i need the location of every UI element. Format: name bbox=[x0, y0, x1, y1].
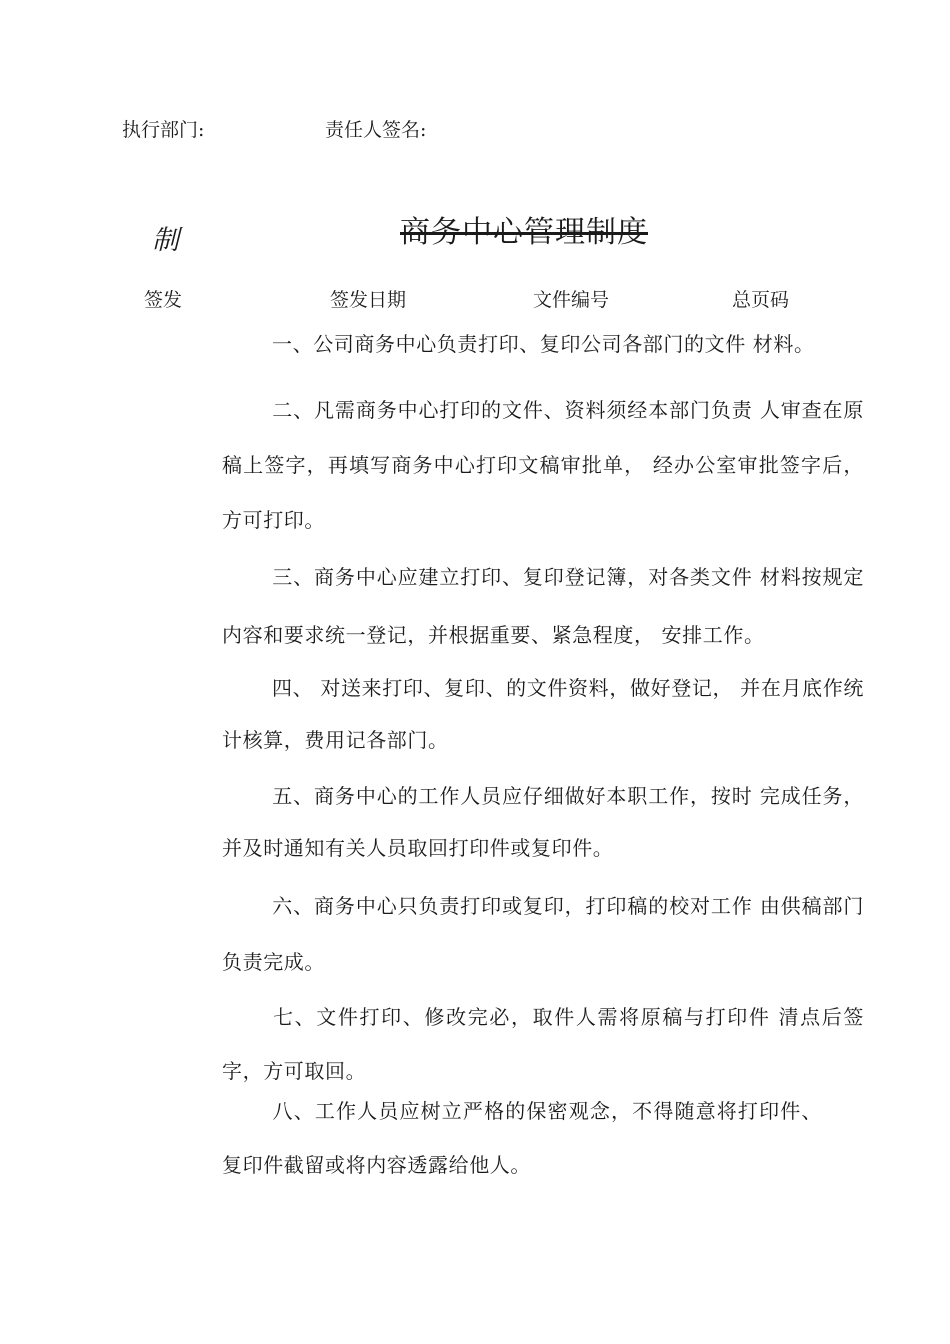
meta-file-no: 文件编号 bbox=[533, 289, 610, 311]
clause-2: 二、凡需商务中心打印的文件、资料须经本部门负责 人审查在原稿上签字，再填写商务中心打印文稿审批单， 经办公室审批签字后，方可打印。 bbox=[222, 398, 864, 532]
meta-issue-date: 签发日期 bbox=[330, 289, 407, 311]
clause-6: 六、商务中心只负责打印或复印，打印稿的校对工作 由供稿部门负责完成。 bbox=[222, 894, 864, 974]
clause-4: 四、 对送来打印、复印、的文件资料，做好登记， 并在月底作统计核算，费用记各部门。 bbox=[222, 676, 864, 752]
clause-7: 七、文件打印、修改完必，取件人需将原稿与打印件 清点后签字，方可取回。 bbox=[222, 1005, 864, 1083]
side-char: 制 bbox=[152, 225, 179, 256]
clause-1: 一、公司商务中心负责打印、复印公司各部门的文件 材料。 bbox=[272, 332, 815, 356]
clause-3: 三、商务中心应建立打印、复印登记簿，对各类文件 材料按规定内容和要求统一登记，并根据重要、紧急程度， 安排工作。 bbox=[222, 565, 864, 647]
clause-5: 五、商务中心的工作人员应仔细做好本职工作，按时 完成任务，并及时通知有关人员取回打印件或复印件。 bbox=[222, 784, 864, 860]
dept-label: 执行部门: bbox=[122, 119, 205, 141]
meta-total-pages: 总页码 bbox=[732, 289, 790, 311]
document-title: 商务中心管理制度 bbox=[400, 215, 648, 250]
signer-label: 责任人签名: bbox=[325, 119, 427, 141]
meta-issue: 签发 bbox=[144, 289, 183, 311]
clause-8: 八、工作人员应树立严格的保密观念，不得随意将打印件、复印件截留或将内容透露给他人。 bbox=[222, 1099, 822, 1177]
